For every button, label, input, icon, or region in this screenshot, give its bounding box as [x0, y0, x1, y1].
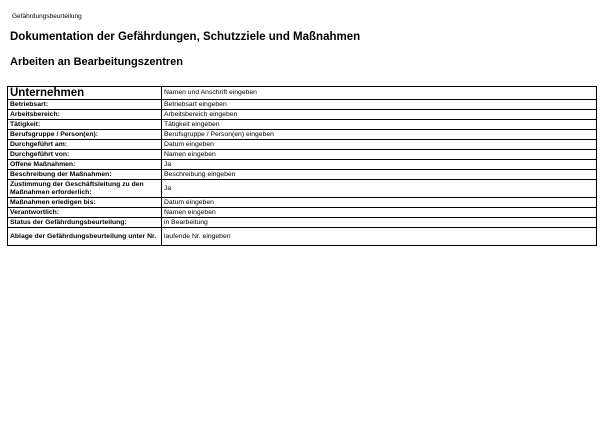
assessment-status-field[interactable]: in Bearbeitung	[162, 218, 597, 228]
operation-type-field[interactable]: Betriebsart eingeben	[162, 100, 597, 110]
occupational-group-field[interactable]: Berufsgruppe / Person(en) eingeben	[162, 130, 597, 140]
measures-description-label: Beschreibung der Maßnahmen:	[8, 170, 162, 180]
form-row-company	[8, 87, 597, 100]
form-row-open-measures	[8, 160, 597, 170]
management-approval-label: Zustimmung der Geschäftsleitung zu den Maßnahmen erforderlich:	[8, 180, 162, 198]
form-row-performed-on	[8, 140, 597, 150]
operation-type-label: Betriebsart:	[8, 100, 162, 110]
form-row-responsible	[8, 208, 597, 218]
document-subtitle: Arbeiten an Bearbeitungszentren	[10, 56, 183, 68]
assessment-status-label: Status der Gefährdungsbeurteilung:	[8, 218, 162, 228]
open-measures-field[interactable]: Ja	[162, 160, 597, 170]
form-row-work-area	[8, 110, 597, 120]
complete-by-label: Maßnahmen erledigen bis:	[8, 198, 162, 208]
performed-on-field[interactable]: Datum eingeben	[162, 140, 597, 150]
activity-field[interactable]: Tätigkeit eingeben	[162, 120, 597, 130]
form-row-measures-description	[8, 170, 597, 180]
company-label: Unternehmen	[8, 87, 162, 100]
form-row-assessment-status	[8, 218, 597, 228]
performed-on-label: Durchgeführt am:	[8, 140, 162, 150]
running-head: Gefährdungsbeurteilung	[12, 13, 82, 20]
work-area-field[interactable]: Arbeitsbereich eingeben	[162, 110, 597, 120]
complete-by-field[interactable]: Datum eingeben	[162, 198, 597, 208]
form-row-performed-by	[8, 150, 597, 160]
form-row-occupational-group	[8, 130, 597, 140]
form-row-activity	[8, 120, 597, 130]
form-row-filing-number	[8, 228, 597, 246]
responsible-label: Verantwortlich:	[8, 208, 162, 218]
company-field[interactable]: Namen und Anschrift eingeben	[162, 87, 597, 100]
responsible-field[interactable]: Namen eingeben	[162, 208, 597, 218]
form-row-operation-type	[8, 100, 597, 110]
open-measures-label: Offene Maßnahmen:	[8, 160, 162, 170]
document-title: Dokumentation der Gefährdungen, Schutzziele und Maßnahmen	[10, 31, 361, 43]
form-row-complete-by	[8, 198, 597, 208]
filing-number-label: Ablage der Gefährdungsbeurteilung unter Nr.	[8, 228, 162, 246]
management-approval-field[interactable]: Ja	[162, 180, 597, 198]
assessment-form-table	[7, 86, 597, 246]
filing-number-field[interactable]: laufende Nr. eingeben	[162, 228, 597, 246]
work-area-label: Arbeitsbereich:	[8, 110, 162, 120]
activity-label: Tätigkeit:	[8, 120, 162, 130]
measures-description-field[interactable]: Beschreibung eingeben	[162, 170, 597, 180]
occupational-group-label: Berufsgruppe / Person(en):	[8, 130, 162, 140]
performed-by-label: Durchgeführt von:	[8, 150, 162, 160]
performed-by-field[interactable]: Namen eingeben	[162, 150, 597, 160]
form-row-management-approval	[8, 180, 597, 198]
